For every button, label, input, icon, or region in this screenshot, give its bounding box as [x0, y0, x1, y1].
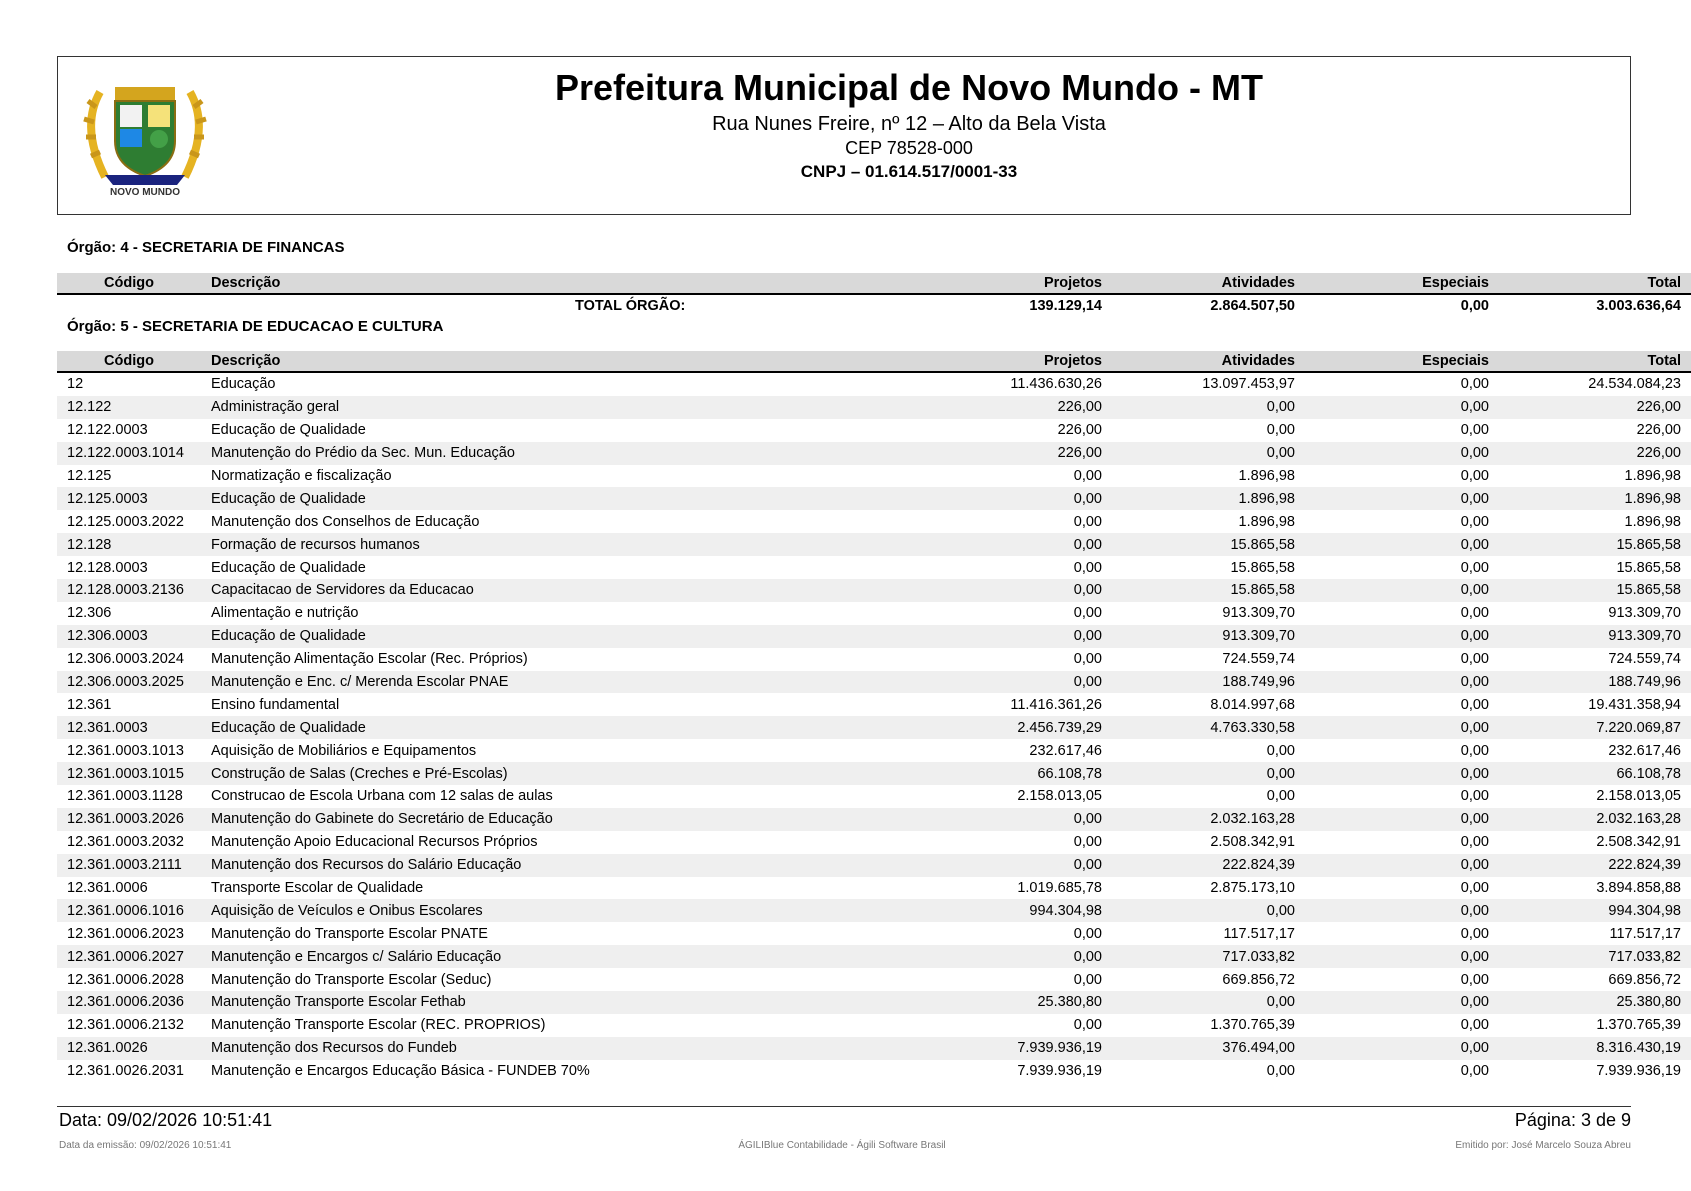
cell-projetos: 0,00	[1073, 651, 1102, 668]
orgao-5-table	[57, 351, 1691, 1083]
cell-especiais: 0,00	[1305, 625, 1499, 648]
footer-software: ÁGILIBlue Contabilidade - Ágili Software Brasil	[738, 1140, 946, 1151]
cell-especiais: 0,00	[1305, 762, 1499, 785]
table-row	[57, 808, 1691, 831]
footer-emission-date: Data da emissão: 09/02/2026 10:51:41	[59, 1140, 232, 1151]
col-total: Total	[1499, 273, 1691, 294]
cell-total: 15.865,58	[1499, 579, 1691, 602]
cell-projetos: 0,00	[1073, 605, 1102, 622]
cell-descricao: Educação de Qualidade	[201, 487, 701, 510]
col-atividades: Atividades	[1112, 351, 1305, 372]
cell-total: 2.032.163,28	[1499, 808, 1691, 831]
cell-projetos: 0,00	[1073, 559, 1102, 576]
cell-projetos: 0,00	[701, 945, 1112, 968]
cell-total: 8.316.430,19	[1499, 1037, 1691, 1060]
table-row	[57, 648, 1691, 671]
cell-codigo: 12.361.0026	[57, 1037, 201, 1060]
cell-projetos: 7.939.936,19	[701, 1037, 1112, 1060]
cell-descricao: Manutenção do Prédio da Sec. Mun. Educação	[201, 442, 701, 465]
orgao-4-title: Órgão: 4 - SECRETARIA DE FINANCAS	[67, 239, 345, 256]
cell-projetos: 0,00	[701, 533, 1112, 556]
cell-atividades: 2.875.173,10	[1210, 880, 1295, 897]
cell-projetos: 226,00	[701, 396, 1112, 419]
cell-total: 913.309,70	[1499, 625, 1691, 648]
table-row	[57, 1037, 1691, 1060]
cell-codigo: 12.361.0006.2027	[57, 945, 201, 968]
cell-total: 724.559,74	[1608, 651, 1681, 668]
cell-projetos: 232.617,46	[1029, 742, 1102, 759]
cell-descricao: Educação de Qualidade	[201, 716, 701, 739]
cell-codigo: 12.125.0003.2022	[67, 513, 184, 530]
cell-total: 19.431.358,94	[1588, 696, 1681, 713]
col-descricao: Descrição	[201, 273, 701, 294]
col-atividades: Atividades	[1112, 273, 1305, 294]
cell-codigo: 12.122.0003	[67, 422, 148, 439]
cell-especiais: 0,00	[1460, 696, 1489, 713]
cell-codigo: 12.125.0003	[57, 487, 201, 510]
table-row	[57, 877, 1691, 900]
table-row	[57, 693, 1691, 716]
total-atividades: 2.864.507,50	[1210, 298, 1295, 315]
col-especiais: Especiais	[1305, 351, 1499, 372]
cell-total: 1.896,98	[1624, 468, 1681, 484]
cell-total: 15.865,58	[1616, 559, 1681, 576]
cell-especiais: 0,00	[1305, 808, 1499, 831]
cell-projetos: 0,00	[701, 854, 1112, 877]
cell-especiais: 0,00	[1460, 559, 1489, 576]
cell-descricao: Manutenção do Transporte Escolar (Seduc)	[211, 971, 492, 988]
cell-especiais: 0,00	[1460, 834, 1489, 851]
col-especiais: Especiais	[1305, 273, 1499, 294]
cell-especiais: 0,00	[1305, 579, 1499, 602]
footer-issuer: Emitido por: José Marcelo Souza Abreu	[1455, 1140, 1631, 1151]
orgao-5-title: Órgão: 5 - SECRETARIA DE EDUCACAO E CULTURA	[67, 318, 444, 335]
report-header	[57, 56, 1631, 215]
cell-especiais: 0,00	[1460, 422, 1489, 439]
table-row	[57, 968, 1691, 991]
cell-total: 226,00	[1636, 422, 1681, 439]
table-row	[57, 602, 1691, 625]
cell-especiais: 0,00	[1460, 1017, 1489, 1034]
cell-codigo: 12.361.0003.1013	[67, 742, 184, 759]
cell-total: 15.865,58	[1499, 533, 1691, 556]
cell-especiais: 0,00	[1460, 376, 1489, 393]
cell-descricao: Manutenção Transporte Escolar Fethab	[201, 991, 701, 1014]
cell-codigo: 12.361.0006.2036	[57, 991, 201, 1014]
cell-total: 222.824,39	[1499, 854, 1691, 877]
cell-projetos: 0,00	[1073, 1017, 1102, 1034]
table-row	[57, 671, 1691, 694]
cell-projetos: 66.108,78	[701, 762, 1112, 785]
cell-descricao: Aquisição de Veículos e Onibus Escolares	[201, 899, 701, 922]
cell-projetos: 0,00	[1073, 468, 1102, 484]
cell-total: 232.617,46	[1608, 742, 1681, 759]
cell-codigo: 12	[67, 376, 84, 393]
table-row	[57, 533, 1691, 556]
cell-descricao: Normatização e fiscalização	[211, 468, 392, 484]
cell-total: 717.033,82	[1499, 945, 1691, 968]
cell-total: 1.370.765,39	[1596, 1017, 1681, 1034]
cell-codigo: 12.128.0003.2136	[57, 579, 201, 602]
cell-atividades: 4.763.330,58	[1112, 716, 1305, 739]
col-descricao: Descrição	[201, 351, 701, 372]
cell-atividades: 0,00	[1266, 422, 1295, 439]
report-title: Prefeitura Municipal de Novo Mundo - MT	[554, 67, 1263, 108]
cell-descricao: Alimentação e nutrição	[211, 605, 359, 622]
cell-codigo: 12.306.0003	[57, 625, 201, 648]
cell-descricao: Manutenção e Encargos Educação Básica - FUNDEB 70%	[211, 1063, 590, 1080]
cell-codigo: 12.306.0003.2025	[57, 671, 201, 694]
cell-descricao: Ensino fundamental	[211, 696, 340, 713]
svg-text:NOVO MUNDO: NOVO MUNDO	[110, 187, 180, 198]
cell-atividades: 13.097.453,97	[1202, 376, 1295, 393]
table-row	[57, 556, 1691, 579]
cell-projetos: 2.456.739,29	[701, 716, 1112, 739]
table-row	[57, 579, 1691, 602]
cell-atividades: 1.896,98	[1238, 468, 1295, 484]
table-row	[57, 465, 1691, 488]
cell-atividades: 0,00	[1112, 762, 1305, 785]
cell-total: 226,00	[1499, 442, 1691, 465]
table-row	[57, 831, 1691, 854]
cell-atividades: 0,00	[1266, 742, 1295, 759]
cell-codigo: 12.128.0003	[67, 559, 148, 576]
cell-total: 25.380,80	[1499, 991, 1691, 1014]
cell-atividades: 15.865,58	[1112, 533, 1305, 556]
total-projetos: 139.129,14	[1029, 298, 1102, 315]
cell-descricao: Manutenção do Transporte Escolar PNATE	[211, 925, 488, 942]
table-row	[57, 899, 1691, 922]
cell-total: 2.158.013,05	[1596, 788, 1681, 805]
cell-especiais: 0,00	[1305, 945, 1499, 968]
cell-atividades: 0,00	[1266, 1063, 1295, 1080]
table-row	[57, 419, 1691, 442]
cell-especiais: 0,00	[1305, 854, 1499, 877]
cell-codigo: 12.361.0003.1128	[67, 788, 183, 805]
cell-descricao: Manutenção e Encargos c/ Salário Educação	[201, 945, 701, 968]
orgao-5-rows	[57, 372, 1691, 1083]
col-projetos: Projetos	[701, 273, 1112, 294]
cell-descricao: Educação de Qualidade	[211, 422, 366, 439]
cell-codigo: 12.361.0003.2032	[67, 834, 184, 851]
cell-descricao: Construção de Salas (Creches e Pré-Escolas)	[201, 762, 701, 785]
cell-descricao: Transporte Escolar de Qualidade	[211, 880, 424, 897]
cell-codigo: 12.122	[57, 396, 201, 419]
table-row	[57, 922, 1691, 945]
cell-projetos: 0,00	[701, 487, 1112, 510]
cell-projetos: 0,00	[701, 671, 1112, 694]
cell-total: 7.220.069,87	[1499, 716, 1691, 739]
total-total: 3.003.636,64	[1596, 298, 1681, 315]
cell-descricao: Manutenção dos Recursos do Fundeb	[201, 1037, 701, 1060]
table-row	[57, 1060, 1691, 1083]
cell-descricao: Capacitacao de Servidores da Educacao	[201, 579, 701, 602]
cell-codigo: 12.361.0006.2023	[67, 925, 184, 942]
cell-codigo: 12.122.0003.1014	[57, 442, 201, 465]
cell-atividades: 669.856,72	[1222, 971, 1295, 988]
cell-codigo: 12.125	[67, 468, 112, 484]
footer-date: Data: 09/02/2026 10:51:41	[59, 1110, 273, 1130]
cell-especiais: 0,00	[1305, 1037, 1499, 1060]
cell-projetos: 0,00	[1073, 513, 1102, 530]
cell-atividades: 222.824,39	[1112, 854, 1305, 877]
table-row	[57, 372, 1691, 396]
col-total: Total	[1499, 351, 1691, 372]
cell-codigo: 12.128	[57, 533, 201, 556]
table-row	[57, 1014, 1691, 1037]
cell-codigo: 12.361	[67, 696, 112, 713]
cep: CEP 78528-000	[845, 138, 973, 158]
cell-especiais: 0,00	[1460, 651, 1489, 668]
cell-total: 188.749,96	[1499, 671, 1691, 694]
cell-especiais: 0,00	[1305, 671, 1499, 694]
cell-descricao: Manutenção e Enc. c/ Merenda Escolar PNAE	[201, 671, 701, 694]
cell-codigo: 12.361.0003.2111	[57, 854, 201, 877]
cell-atividades: 2.508.342,91	[1210, 834, 1295, 851]
cell-descricao: Manutenção do Gabinete do Secretário de Educação	[201, 808, 701, 831]
table-row	[57, 762, 1691, 785]
cell-projetos: 0,00	[1073, 971, 1102, 988]
cell-descricao: Formação de recursos humanos	[201, 533, 701, 556]
cell-total: 913.309,70	[1608, 605, 1681, 622]
cell-total: 24.534.084,23	[1588, 376, 1681, 393]
cell-descricao: Manutenção Alimentação Escolar (Rec. Próprios)	[211, 651, 528, 668]
table-header	[57, 351, 1691, 372]
cell-projetos: 11.416.361,26	[1010, 696, 1102, 713]
orgao-total-row	[57, 294, 1691, 318]
table-row	[57, 396, 1691, 419]
cell-especiais: 0,00	[1305, 533, 1499, 556]
cell-atividades: 0,00	[1112, 991, 1305, 1014]
cell-projetos: 226,00	[701, 442, 1112, 465]
col-projetos: Projetos	[701, 351, 1112, 372]
cell-codigo: 12.361.0003	[57, 716, 201, 739]
cell-atividades: 724.559,74	[1222, 651, 1295, 668]
cell-especiais: 0,00	[1460, 468, 1489, 484]
cell-atividades: 15.865,58	[1230, 559, 1295, 576]
cnpj: CNPJ – 01.614.517/0001-33	[800, 162, 1018, 181]
table-row	[57, 945, 1691, 968]
cell-codigo: 12.306.0003.2024	[67, 651, 184, 668]
cell-atividades: 8.014.997,68	[1210, 696, 1295, 713]
cell-total: 66.108,78	[1499, 762, 1691, 785]
cell-projetos: 11.436.630,26	[1010, 376, 1102, 393]
orgao-4-table	[57, 273, 1691, 318]
cell-total: 3.894.858,88	[1596, 880, 1681, 897]
cell-descricao: Educação	[211, 376, 276, 393]
table-row	[57, 487, 1691, 510]
cell-descricao: Manutenção dos Recursos do Salário Educação	[201, 854, 701, 877]
cell-total: 7.939.936,19	[1596, 1063, 1681, 1080]
cell-atividades: 0,00	[1112, 899, 1305, 922]
cell-descricao: Educação de Qualidade	[211, 559, 366, 576]
cell-projetos: 1.019.685,78	[1017, 880, 1102, 897]
cell-codigo: 12.361.0026.2031	[67, 1063, 184, 1080]
cell-atividades: 0,00	[1266, 788, 1295, 805]
col-codigo: Código	[57, 273, 201, 294]
cell-atividades: 1.370.765,39	[1210, 1017, 1295, 1034]
cell-especiais: 0,00	[1460, 513, 1489, 530]
table-row	[57, 510, 1691, 533]
cell-especiais: 0,00	[1305, 899, 1499, 922]
cell-atividades: 376.494,00	[1112, 1037, 1305, 1060]
cell-codigo: 12.306	[67, 605, 112, 622]
cell-codigo: 12.361.0003.1015	[57, 762, 201, 785]
cell-atividades: 717.033,82	[1112, 945, 1305, 968]
cell-descricao: Manutenção dos Conselhos de Educação	[211, 513, 480, 530]
cell-especiais: 0,00	[1305, 442, 1499, 465]
cell-total: 994.304,98	[1499, 899, 1691, 922]
cell-projetos: 0,00	[701, 579, 1112, 602]
cell-projetos: 0,00	[1073, 925, 1102, 942]
cell-atividades: 15.865,58	[1112, 579, 1305, 602]
footer-page-number: Página: 3 de 9	[1514, 1110, 1631, 1130]
cell-atividades: 2.032.163,28	[1112, 808, 1305, 831]
cell-especiais: 0,00	[1460, 1063, 1489, 1080]
cell-atividades: 0,00	[1112, 442, 1305, 465]
cell-codigo: 12.361.0006.2028	[67, 971, 184, 988]
cell-descricao: Administração geral	[201, 396, 701, 419]
cell-projetos: 0,00	[701, 625, 1112, 648]
table-row	[57, 739, 1691, 762]
table-row	[57, 991, 1691, 1014]
cell-projetos: 226,00	[1057, 422, 1102, 439]
cell-total: 117.517,17	[1609, 925, 1681, 942]
cell-codigo: 12.361.0006.2132	[67, 1017, 184, 1034]
cell-especiais: 0,00	[1460, 925, 1489, 942]
cell-especiais: 0,00	[1460, 788, 1489, 805]
cell-especiais: 0,00	[1305, 487, 1499, 510]
cell-total: 669.856,72	[1608, 971, 1681, 988]
cell-atividades: 188.749,96	[1112, 671, 1305, 694]
cell-especiais: 0,00	[1460, 605, 1489, 622]
table-row	[57, 716, 1691, 739]
cell-atividades: 117.517,17	[1223, 925, 1295, 942]
cell-codigo: 12.361.0006	[67, 880, 148, 897]
footer-divider	[57, 1106, 1631, 1107]
cell-descricao: Aquisição de Mobiliários e Equipamentos	[211, 742, 477, 759]
total-especiais: 0,00	[1460, 298, 1489, 315]
cell-especiais: 0,00	[1460, 742, 1489, 759]
cell-projetos: 994.304,98	[701, 899, 1112, 922]
cell-total: 1.896,98	[1499, 487, 1691, 510]
cell-especiais: 0,00	[1460, 971, 1489, 988]
cell-descricao: Construcao de Escola Urbana com 12 salas de aulas	[211, 788, 553, 805]
cell-especiais: 0,00	[1305, 716, 1499, 739]
cell-total: 1.896,98	[1624, 513, 1681, 530]
cell-total: 2.508.342,91	[1596, 834, 1681, 851]
table-row	[57, 854, 1691, 877]
cell-projetos: 0,00	[1073, 834, 1102, 851]
table-header	[57, 273, 1691, 294]
cell-descricao: Manutenção Apoio Educacional Recursos Próprios	[211, 834, 538, 851]
cell-descricao: Educação de Qualidade	[201, 625, 701, 648]
cell-especiais: 0,00	[1305, 396, 1499, 419]
address: Rua Nunes Freire, nº 12 – Alto da Bela Vista	[712, 113, 1106, 135]
cell-projetos: 0,00	[701, 808, 1112, 831]
total-orgao-label: TOTAL ÓRGÃO:	[575, 298, 686, 315]
col-codigo: Código	[57, 351, 201, 372]
cell-atividades: 1.896,98	[1112, 487, 1305, 510]
cell-codigo: 12.361.0003.2026	[57, 808, 201, 831]
cell-descricao: Manutenção Transporte Escolar (REC. PROPRIOS)	[211, 1017, 546, 1034]
table-row	[57, 785, 1691, 808]
cell-projetos: 25.380,80	[701, 991, 1112, 1014]
cell-especiais: 0,00	[1305, 991, 1499, 1014]
cell-atividades: 0,00	[1112, 396, 1305, 419]
table-row	[57, 442, 1691, 465]
cell-atividades: 913.309,70	[1112, 625, 1305, 648]
cell-codigo: 12.361.0006.1016	[57, 899, 201, 922]
cell-especiais: 0,00	[1460, 880, 1489, 897]
cell-projetos: 2.158.013,05	[1017, 788, 1102, 805]
cell-atividades: 913.309,70	[1222, 605, 1295, 622]
table-row	[57, 625, 1691, 648]
cell-atividades: 1.896,98	[1238, 513, 1295, 530]
cell-total: 226,00	[1499, 396, 1691, 419]
cell-projetos: 7.939.936,19	[1017, 1063, 1102, 1080]
